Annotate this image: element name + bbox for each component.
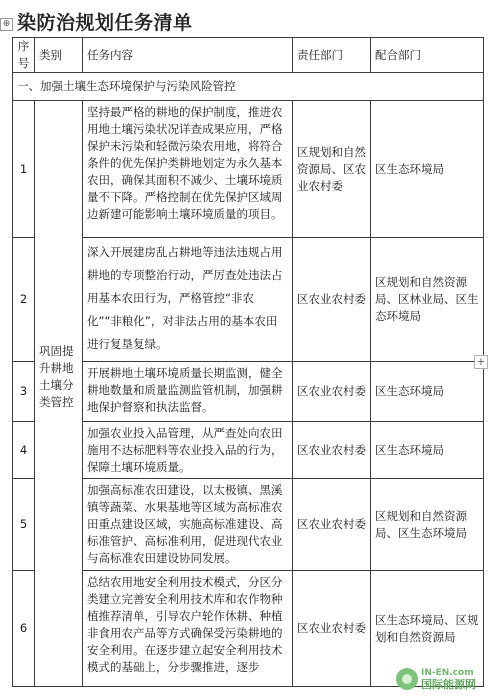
row-no: 6 — [13, 571, 35, 687]
row-content: 加强高标准农田建设，以太极镇、黑溪镇等蔬菜、水果基地等区域为高标准农田重点建设区域，实施高标准建设、高标准管护、高标准利用，促进现代农业与高标准农田建设协同发展。 — [83, 479, 293, 571]
header-no: 序号 — [13, 38, 35, 73]
row-content: 加强农业投入品管理，从严查处向农田施用不达标肥料等农业投入品的行为，保障土壤环境质量。 — [83, 422, 293, 479]
expand-plus-icon[interactable]: + — [474, 355, 488, 369]
row-no: 2 — [13, 238, 35, 362]
header-cooperating: 配合部门 — [371, 38, 484, 73]
category-cell: 巩固提升耕地土壤分类管控 — [35, 101, 83, 687]
row-responsible: 区农业农村委 — [293, 479, 371, 571]
page-title: 染防治规划任务清单 — [17, 12, 193, 34]
row-content: 总结农用地安全利用技术模式，分区分类建立完善安全利用技术库和农作物种植推荐清单，引导农户轮作休耕、种植非食用农产品等方式确保受污染耕地的安全利用。在逐步建立起安全利用技术模式的基础上，分步骤推进，逐步 — [83, 571, 293, 687]
row-no: 4 — [13, 422, 35, 479]
watermark-en: IN-EN.com — [421, 668, 474, 678]
row-no: 5 — [13, 479, 35, 571]
row-cooperating: 区生态环境局 — [371, 101, 484, 238]
table-anchor-icon[interactable]: ⊕ — [0, 18, 13, 31]
row-responsible: 区农业农村委 — [293, 422, 371, 479]
row-cooperating: 区生态环境局 — [371, 422, 484, 479]
row-content: 坚持最严格的耕地的保护制度，推进农用地土壤污染状况详查成果应用，严格保护未污染和轻微污染农用地，将符合条件的优先保护类耕地划定为永久基本农田，确保其面积不减少、土壤环境质量不下降。严格控制在优先保护区域周边新建可能影响土壤环境质量的项目。 — [83, 101, 293, 238]
task-table — [12, 37, 484, 687]
header-category: 类别 — [35, 38, 83, 73]
section-title: 一、加强土壤生态环境保护与污染风险管控 — [13, 73, 484, 101]
row-content: 开展耕地土壤环境质量长期监测，健全耕地数量和质量监测监管机制，加强耕地保护督察和执法监督。 — [83, 362, 293, 422]
row-cooperating: 区规划和自然资源局、区林业局、区生态环境局 — [371, 238, 484, 362]
table-row — [13, 422, 484, 479]
row-responsible: 区农业农村委 — [293, 571, 371, 687]
table-row — [13, 479, 484, 571]
row-content: 深入开展建房乱占耕地等违法违规占用耕地的专项整治行动，严厉查处违法占用基本农田行为，严格管控“非农化”“非粮化”，对非法占用的基本农田进行复垦复绿。 — [83, 238, 293, 362]
table-row — [13, 238, 484, 362]
row-cooperating: 区生态环境局、区规划和自然资源局 — [371, 571, 484, 687]
section-row — [13, 73, 484, 101]
row-cooperating: 区生态环境局 — [371, 362, 484, 422]
watermark-logo — [396, 664, 488, 694]
globe-icon — [396, 668, 418, 690]
header-responsible: 责任部门 — [293, 38, 371, 73]
row-responsible: 区农业农村委 — [293, 362, 371, 422]
header-content: 任务内容 — [83, 38, 293, 73]
table-header-row — [13, 38, 484, 73]
row-no: 3 — [13, 362, 35, 422]
row-cooperating: 区规划和自然资源局、区生态环境局 — [371, 479, 484, 571]
table-row — [13, 362, 484, 422]
table-row — [13, 101, 484, 238]
row-responsible: 区农业农村委 — [293, 238, 371, 362]
row-no: 1 — [13, 101, 35, 238]
row-responsible: 区规划和自然资源局、区农业农村委 — [293, 101, 371, 238]
watermark-cn: 国际能源网 — [421, 678, 476, 691]
